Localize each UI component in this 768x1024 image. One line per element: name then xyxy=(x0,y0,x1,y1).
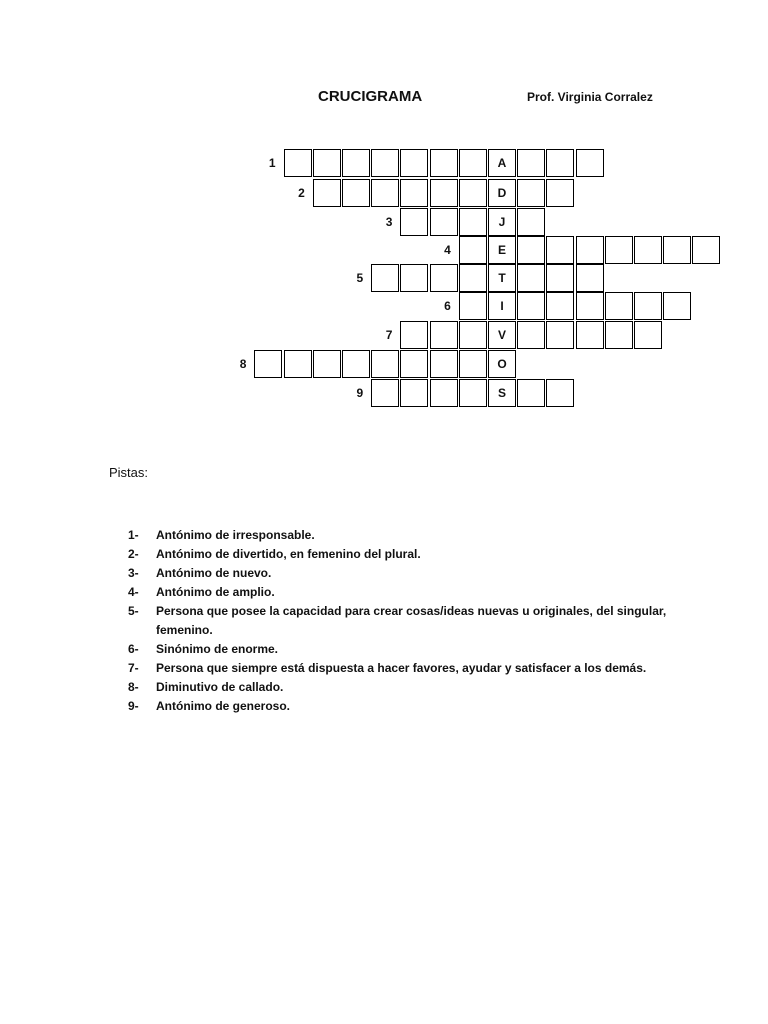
clue-number: 4- xyxy=(128,585,139,599)
row-number: 7 xyxy=(385,328,393,342)
crossword-cell[interactable] xyxy=(517,208,545,236)
clue-text: Antónimo de amplio. xyxy=(156,585,275,599)
page-title: CRUCIGRAMA xyxy=(318,88,423,105)
crossword-cell[interactable] xyxy=(605,321,633,349)
crossword-cell[interactable] xyxy=(546,179,574,207)
clue-text: Antónimo de divertido, en femenino del plural. xyxy=(156,547,421,561)
crossword-cell[interactable] xyxy=(576,264,604,292)
crossword-cell[interactable] xyxy=(400,321,428,349)
crossword-cell[interactable] xyxy=(430,264,458,292)
crossword-cell[interactable] xyxy=(517,379,545,407)
crossword-cell[interactable] xyxy=(430,321,458,349)
crossword-cell[interactable] xyxy=(634,321,662,349)
crossword-grid xyxy=(0,0,768,420)
clues-heading: Pistas: xyxy=(109,465,149,480)
clue-item xyxy=(128,697,668,716)
crossword-cell[interactable] xyxy=(313,179,341,207)
crossword-cell[interactable] xyxy=(400,208,428,236)
crossword-cell[interactable] xyxy=(459,379,487,407)
row-number: 3 xyxy=(385,215,393,229)
key-letter-cell[interactable]: I xyxy=(488,292,516,320)
crossword-cell[interactable] xyxy=(459,292,487,320)
clue-number: 3- xyxy=(128,566,139,580)
row-number: 1 xyxy=(268,156,276,170)
crossword-cell[interactable] xyxy=(371,149,399,177)
crossword-cell[interactable] xyxy=(546,321,574,349)
crossword-cell[interactable] xyxy=(576,149,604,177)
crossword-cell[interactable] xyxy=(546,236,574,264)
clue-text: Persona que siempre está dispuesta a hacer favores, ayudar y satisfacer a los demás. xyxy=(156,661,647,675)
clue-item xyxy=(128,583,668,602)
crossword-cell[interactable] xyxy=(546,149,574,177)
crossword-cell[interactable] xyxy=(517,321,545,349)
crossword-cell[interactable] xyxy=(517,264,545,292)
crossword-cell[interactable] xyxy=(517,236,545,264)
clue-item xyxy=(128,678,668,697)
clue-item xyxy=(128,659,668,678)
crossword-cell[interactable] xyxy=(313,149,341,177)
crossword-cell[interactable] xyxy=(400,149,428,177)
crossword-cell[interactable] xyxy=(546,379,574,407)
author-name: Prof. Virginia Corralez xyxy=(527,90,653,104)
key-letter-cell[interactable]: E xyxy=(488,236,516,264)
crossword-cell[interactable] xyxy=(284,149,312,177)
crossword-cell[interactable] xyxy=(576,321,604,349)
clue-number: 9- xyxy=(128,699,139,713)
key-letter-cell[interactable]: V xyxy=(488,321,516,349)
key-letter-cell[interactable]: S xyxy=(488,379,516,407)
crossword-cell[interactable] xyxy=(400,179,428,207)
crossword-cell[interactable] xyxy=(342,350,370,378)
crossword-cell[interactable] xyxy=(605,236,633,264)
crossword-cell[interactable] xyxy=(313,350,341,378)
crossword-cell[interactable] xyxy=(342,149,370,177)
crossword-cell[interactable] xyxy=(254,350,282,378)
key-letter-cell[interactable]: D xyxy=(488,179,516,207)
crossword-cell[interactable] xyxy=(400,350,428,378)
row-number: 2 xyxy=(298,186,305,200)
crossword-cell[interactable] xyxy=(459,179,487,207)
clue-number: 6- xyxy=(128,642,139,656)
crossword-cell[interactable] xyxy=(342,179,370,207)
crossword-cell[interactable] xyxy=(430,149,458,177)
clue-text: Sinónimo de enorme. xyxy=(156,642,279,656)
clue-item xyxy=(128,564,668,583)
crossword-cell[interactable] xyxy=(400,264,428,292)
crossword-cell[interactable] xyxy=(459,236,487,264)
key-letter-cell[interactable]: A xyxy=(488,149,516,177)
key-letter-cell[interactable]: T xyxy=(488,264,516,292)
crossword-cell[interactable] xyxy=(284,350,312,378)
crossword-cell[interactable] xyxy=(663,236,691,264)
crossword-cell[interactable] xyxy=(576,292,604,320)
row-number: 6 xyxy=(444,299,451,313)
crossword-cell[interactable] xyxy=(663,292,691,320)
clue-number: 1- xyxy=(128,528,139,542)
clue-number: 7- xyxy=(128,661,139,675)
crossword-cell[interactable] xyxy=(371,179,399,207)
crossword-cell[interactable] xyxy=(459,350,487,378)
clue-text: Antónimo de generoso. xyxy=(156,699,291,713)
clue-text: Antónimo de nuevo. xyxy=(156,566,272,580)
crossword-cell[interactable] xyxy=(430,379,458,407)
key-letter-cell[interactable]: O xyxy=(488,350,516,378)
row-number: 9 xyxy=(356,386,364,400)
crossword-cell[interactable] xyxy=(430,350,458,378)
crossword-cell[interactable] xyxy=(546,292,574,320)
crossword-cell[interactable] xyxy=(634,236,662,264)
clue-text: Antónimo de irresponsable. xyxy=(156,528,315,542)
clue-text: Persona que posee la capacidad para crear cosas/ideas nuevas u originales, del singular, femenino. xyxy=(156,604,667,637)
crossword-cell[interactable] xyxy=(459,208,487,236)
clue-item xyxy=(128,640,668,659)
clue-item xyxy=(128,602,668,640)
crossword-cell[interactable] xyxy=(371,379,399,407)
crossword-cell[interactable] xyxy=(692,236,720,264)
clue-list xyxy=(128,526,668,716)
crossword-cell[interactable] xyxy=(517,292,545,320)
crossword-cell[interactable] xyxy=(634,292,662,320)
crossword-cell[interactable] xyxy=(459,149,487,177)
row-number: 8 xyxy=(239,357,247,371)
clue-number: 8- xyxy=(128,680,139,694)
crossword-cell[interactable] xyxy=(459,264,487,292)
crossword-cell[interactable] xyxy=(517,179,545,207)
crossword-cell[interactable] xyxy=(459,321,487,349)
row-number: 4 xyxy=(444,243,451,257)
key-letter-cell[interactable]: J xyxy=(488,208,516,236)
crossword-cell[interactable] xyxy=(517,149,545,177)
crossword-cell[interactable] xyxy=(430,179,458,207)
clue-number: 2- xyxy=(128,547,139,561)
row-number: 5 xyxy=(356,271,364,285)
crossword-cell[interactable] xyxy=(371,264,399,292)
clue-text: Diminutivo de callado. xyxy=(156,680,284,694)
crossword-cell[interactable] xyxy=(576,236,604,264)
crossword-cell[interactable] xyxy=(371,350,399,378)
crossword-cell[interactable] xyxy=(430,208,458,236)
clue-item xyxy=(128,545,668,564)
crossword-cell[interactable] xyxy=(400,379,428,407)
clue-number: 5- xyxy=(128,604,139,618)
clue-item xyxy=(128,526,668,545)
crossword-cell[interactable] xyxy=(605,292,633,320)
crossword-cell[interactable] xyxy=(546,264,574,292)
